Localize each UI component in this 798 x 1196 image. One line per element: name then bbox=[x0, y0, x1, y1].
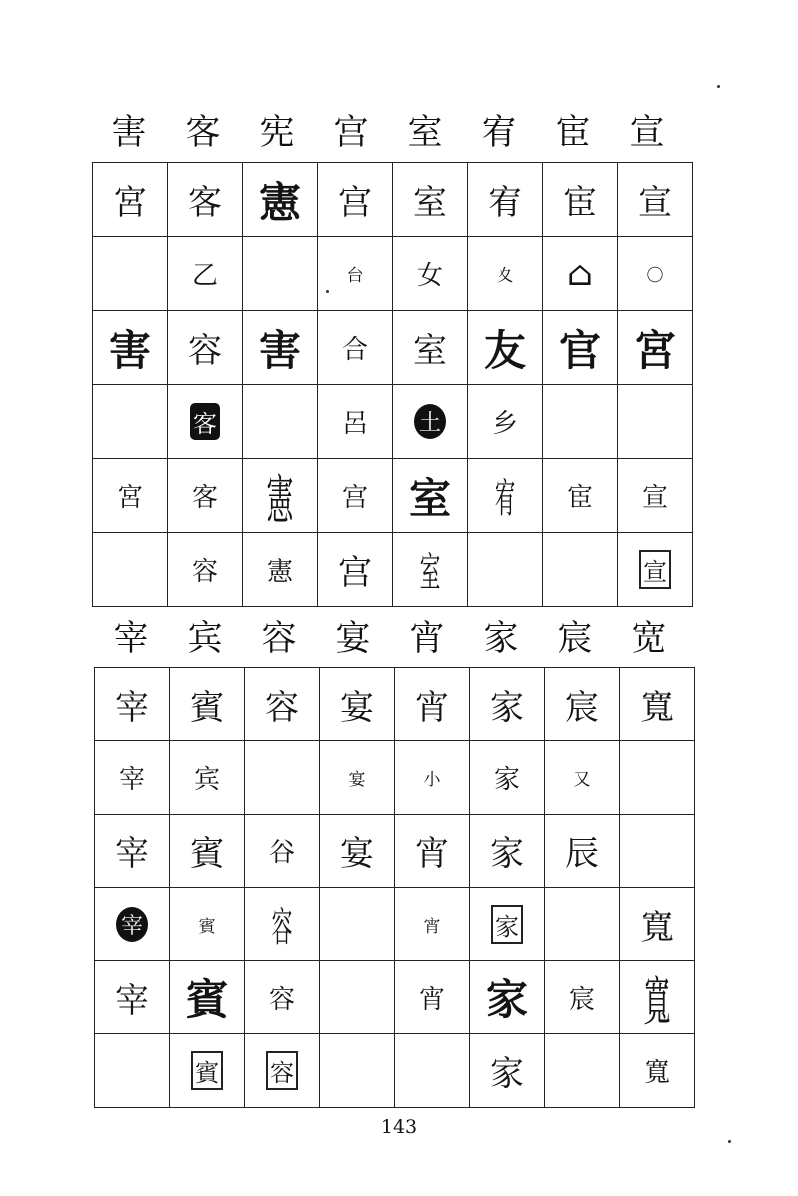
table-row bbox=[95, 1034, 695, 1107]
glyph-cell bbox=[620, 741, 695, 814]
glyph-cell bbox=[618, 237, 693, 311]
seal-glyph: 容 bbox=[271, 904, 293, 952]
glyph-cell bbox=[243, 459, 318, 533]
seal-glyph: 宵 bbox=[415, 834, 449, 875]
glyph-cell bbox=[545, 741, 620, 814]
seal-glyph: 又 bbox=[573, 769, 591, 790]
column-header: 害 bbox=[111, 113, 147, 153]
seal-glyph: 宮 bbox=[116, 483, 143, 513]
glyph-cell bbox=[393, 311, 468, 385]
seal-glyph: 客 bbox=[190, 403, 220, 440]
glyph-cell bbox=[545, 887, 620, 960]
seal-glyph: 乙 bbox=[191, 261, 218, 291]
seal-glyph: 寬 bbox=[640, 687, 674, 728]
glyph-cell bbox=[468, 163, 543, 237]
seal-glyph: ⌂ bbox=[567, 253, 593, 294]
glyph-cell bbox=[93, 533, 168, 607]
glyph-cell bbox=[395, 668, 470, 741]
glyph-cell bbox=[168, 533, 243, 607]
glyph-cell bbox=[470, 887, 545, 960]
glyph-cell bbox=[393, 385, 468, 459]
glyph-cell bbox=[243, 237, 318, 311]
seal-glyph: 官 bbox=[558, 325, 601, 375]
glyph-cell bbox=[95, 1034, 170, 1107]
glyph-cell bbox=[395, 887, 470, 960]
glyph-cell bbox=[243, 385, 318, 459]
glyph-cell bbox=[545, 668, 620, 741]
glyph-cell bbox=[245, 961, 320, 1034]
glyph-cell bbox=[243, 533, 318, 607]
seal-glyph: 憲 bbox=[266, 469, 294, 532]
column-header: 客 bbox=[185, 113, 221, 153]
glyph-cell bbox=[468, 311, 543, 385]
seal-glyph: 宣 bbox=[638, 183, 672, 223]
seal-glyph: 容 bbox=[188, 331, 222, 371]
seal-glyph: 女 bbox=[416, 261, 443, 291]
column-header: 宦 bbox=[555, 113, 591, 153]
glyph-cell bbox=[620, 887, 695, 960]
glyph-cell bbox=[93, 311, 168, 385]
seal-glyph: 賓 bbox=[190, 687, 224, 728]
header-row bbox=[92, 113, 684, 153]
column-header: 宾 bbox=[187, 619, 223, 659]
glyph-cell bbox=[320, 1034, 395, 1107]
seal-glyph: 容 bbox=[191, 557, 218, 587]
glyph-cell bbox=[468, 385, 543, 459]
glyph-cell bbox=[468, 237, 543, 311]
header-row bbox=[94, 619, 686, 659]
glyph-cell bbox=[395, 961, 470, 1034]
glyph-cell bbox=[320, 961, 395, 1034]
glyph-cell bbox=[395, 1034, 470, 1107]
page-number: 143 bbox=[380, 1116, 418, 1138]
glyph-cell bbox=[245, 668, 320, 741]
glyph-cell bbox=[543, 311, 618, 385]
glyph-cell bbox=[320, 741, 395, 814]
scan-speck bbox=[728, 1140, 731, 1143]
column-header: 宪 bbox=[259, 113, 295, 153]
column-header: 宴 bbox=[335, 619, 371, 659]
glyph-cell bbox=[95, 741, 170, 814]
glyph-cell bbox=[93, 385, 168, 459]
seal-glyph: 宴 bbox=[340, 834, 374, 875]
table-row bbox=[95, 814, 695, 887]
glyph-cell bbox=[470, 961, 545, 1034]
glyph-cell bbox=[543, 459, 618, 533]
column-header: 宣 bbox=[629, 113, 665, 153]
glyph-cell bbox=[320, 668, 395, 741]
glyph-cell bbox=[318, 533, 393, 607]
seal-glyph: 寬 bbox=[643, 971, 671, 1034]
glyph-cell bbox=[468, 459, 543, 533]
glyph-cell bbox=[543, 237, 618, 311]
glyph-cell bbox=[320, 814, 395, 887]
seal-glyph: 宥 bbox=[494, 476, 516, 523]
glyph-cell bbox=[168, 311, 243, 385]
glyph-cell bbox=[393, 459, 468, 533]
glyph-cell bbox=[620, 961, 695, 1034]
seal-glyph: 宴 bbox=[340, 687, 374, 728]
glyph-cell bbox=[620, 814, 695, 887]
glyph-cell bbox=[393, 237, 468, 311]
seal-glyph: 憲 bbox=[258, 177, 301, 227]
seal-glyph: 客 bbox=[188, 183, 222, 223]
glyph-cell bbox=[468, 533, 543, 607]
table-row bbox=[93, 459, 693, 533]
glyph-cell bbox=[470, 814, 545, 887]
glyph-cell bbox=[470, 1034, 545, 1107]
glyph-cell bbox=[395, 741, 470, 814]
seal-glyph: 室 bbox=[408, 473, 451, 523]
seal-glyph: 容 bbox=[268, 984, 295, 1015]
glyph-cell bbox=[543, 163, 618, 237]
glyph-cell bbox=[320, 887, 395, 960]
seal-glyph: 宾 bbox=[193, 764, 220, 795]
seal-glyph: 宮 bbox=[633, 325, 676, 375]
glyph-cell bbox=[170, 961, 245, 1034]
seal-glyph: 容 bbox=[266, 1051, 298, 1090]
glyph-cell bbox=[95, 668, 170, 741]
glyph-cell bbox=[543, 533, 618, 607]
glyph-cell bbox=[95, 814, 170, 887]
seal-glyph: 宰 bbox=[115, 687, 149, 728]
column-header: 宸 bbox=[557, 619, 593, 659]
seal-glyph: 宰 bbox=[115, 980, 149, 1021]
glyph-cell bbox=[168, 385, 243, 459]
glyph-cell bbox=[170, 814, 245, 887]
glyph-cell bbox=[245, 1034, 320, 1107]
glyph-cell bbox=[93, 163, 168, 237]
table-row bbox=[95, 668, 695, 741]
glyph-cell bbox=[168, 237, 243, 311]
glyph-table bbox=[94, 667, 695, 1108]
seal-glyph: 小 bbox=[423, 769, 441, 790]
seal-glyph: 寬 bbox=[643, 1058, 670, 1089]
seal-glyph: 家 bbox=[490, 687, 524, 728]
scan-speck bbox=[326, 290, 329, 293]
glyph-cell bbox=[170, 887, 245, 960]
column-header: 宫 bbox=[333, 113, 369, 153]
scan-speck bbox=[717, 85, 720, 88]
glyph-cell bbox=[618, 163, 693, 237]
seal-glyph: 宵 bbox=[418, 984, 445, 1015]
glyph-cell bbox=[395, 814, 470, 887]
seal-glyph: 宫 bbox=[338, 553, 372, 593]
glyph-cell bbox=[168, 459, 243, 533]
seal-glyph: 合 bbox=[341, 335, 368, 365]
glyph-cell bbox=[95, 887, 170, 960]
seal-glyph: 谷 bbox=[268, 838, 295, 869]
glyph-cell bbox=[620, 668, 695, 741]
seal-glyph: 宰 bbox=[116, 907, 148, 942]
table-row bbox=[93, 311, 693, 385]
seal-glyph: 宸 bbox=[568, 984, 595, 1015]
glyph-cell bbox=[545, 961, 620, 1034]
glyph-cell bbox=[393, 163, 468, 237]
seal-glyph: 室 bbox=[419, 550, 441, 597]
glyph-cell bbox=[470, 668, 545, 741]
glyph-cell bbox=[618, 459, 693, 533]
seal-glyph: 賓 bbox=[190, 834, 224, 875]
column-header: 宰 bbox=[113, 619, 149, 659]
seal-glyph: 呂 bbox=[341, 409, 368, 439]
glyph-cell bbox=[245, 814, 320, 887]
glyph-cell bbox=[243, 163, 318, 237]
glyph-cell bbox=[543, 385, 618, 459]
column-header: 宽 bbox=[631, 619, 667, 659]
seal-glyph: 宸 bbox=[565, 687, 599, 728]
seal-glyph: 家 bbox=[490, 834, 524, 875]
seal-glyph: 賓 bbox=[185, 975, 228, 1025]
seal-glyph: 宵 bbox=[423, 916, 441, 937]
glyph-cell bbox=[618, 385, 693, 459]
glyph-cell bbox=[545, 814, 620, 887]
column-header: 宵 bbox=[409, 619, 445, 659]
glyph-cell bbox=[170, 1034, 245, 1107]
table-row bbox=[93, 533, 693, 607]
glyph-table bbox=[92, 162, 693, 607]
seal-glyph: 宫 bbox=[341, 483, 368, 513]
seal-glyph: 容 bbox=[265, 687, 299, 728]
seal-glyph: 寬 bbox=[640, 907, 674, 948]
glyph-cell bbox=[545, 1034, 620, 1107]
glyph-cell bbox=[393, 533, 468, 607]
seal-glyph: 宦 bbox=[566, 483, 593, 513]
seal-glyph: 宰 bbox=[115, 834, 149, 875]
table-row bbox=[95, 887, 695, 960]
table-row bbox=[93, 237, 693, 311]
seal-glyph: 家 bbox=[490, 1054, 524, 1095]
seal-glyph: 室 bbox=[413, 183, 447, 223]
seal-glyph: 夊 bbox=[496, 266, 514, 286]
table-row bbox=[93, 163, 693, 237]
glyph-cell bbox=[93, 237, 168, 311]
column-header: 室 bbox=[407, 113, 443, 153]
glyph-cell bbox=[168, 163, 243, 237]
seal-glyph: 害 bbox=[258, 325, 301, 375]
seal-glyph: 宥 bbox=[488, 183, 522, 223]
seal-glyph: 宴 bbox=[348, 769, 366, 790]
column-header: 宥 bbox=[481, 113, 517, 153]
seal-glyph: 宦 bbox=[563, 183, 597, 223]
seal-glyph: 宣 bbox=[641, 483, 668, 513]
seal-glyph: 害 bbox=[108, 325, 151, 375]
seal-glyph: 〇 bbox=[646, 266, 664, 286]
glyph-cell bbox=[245, 887, 320, 960]
seal-glyph: 乡 bbox=[491, 409, 518, 439]
seal-glyph: 友 bbox=[483, 325, 526, 375]
seal-glyph: 宰 bbox=[118, 764, 145, 795]
glyph-cell bbox=[620, 1034, 695, 1107]
seal-glyph: 賓 bbox=[191, 1051, 223, 1090]
glyph-cell bbox=[243, 311, 318, 385]
glyph-cell bbox=[318, 385, 393, 459]
glyph-cell bbox=[318, 237, 393, 311]
seal-glyph: 宵 bbox=[415, 687, 449, 728]
seal-glyph: 土 bbox=[414, 404, 446, 439]
glyph-cell bbox=[170, 741, 245, 814]
seal-glyph: 賓 bbox=[198, 916, 216, 937]
seal-glyph: 憲 bbox=[266, 557, 293, 587]
seal-glyph: 辰 bbox=[565, 834, 599, 875]
glyph-cell bbox=[618, 311, 693, 385]
glyph-cell bbox=[318, 311, 393, 385]
seal-glyph: 家 bbox=[491, 905, 523, 944]
seal-glyph: 室 bbox=[413, 331, 447, 371]
seal-glyph: 宮 bbox=[113, 183, 147, 223]
seal-glyph: 家 bbox=[485, 975, 528, 1025]
seal-glyph: 台 bbox=[346, 266, 364, 286]
column-header: 家 bbox=[483, 619, 519, 659]
table-row bbox=[93, 385, 693, 459]
glyph-cell bbox=[318, 459, 393, 533]
seal-glyph: 宣 bbox=[639, 550, 671, 589]
seal-glyph: 家 bbox=[493, 764, 520, 795]
glyph-cell bbox=[245, 741, 320, 814]
glyph-cell bbox=[318, 163, 393, 237]
seal-glyph: 客 bbox=[191, 483, 218, 513]
glyph-cell bbox=[170, 668, 245, 741]
glyph-cell bbox=[95, 961, 170, 1034]
table-row bbox=[95, 961, 695, 1034]
table-row bbox=[95, 741, 695, 814]
glyph-cell bbox=[93, 459, 168, 533]
seal-glyph: 宫 bbox=[338, 183, 372, 223]
glyph-cell bbox=[618, 533, 693, 607]
column-header: 容 bbox=[261, 619, 297, 659]
glyph-cell bbox=[470, 741, 545, 814]
